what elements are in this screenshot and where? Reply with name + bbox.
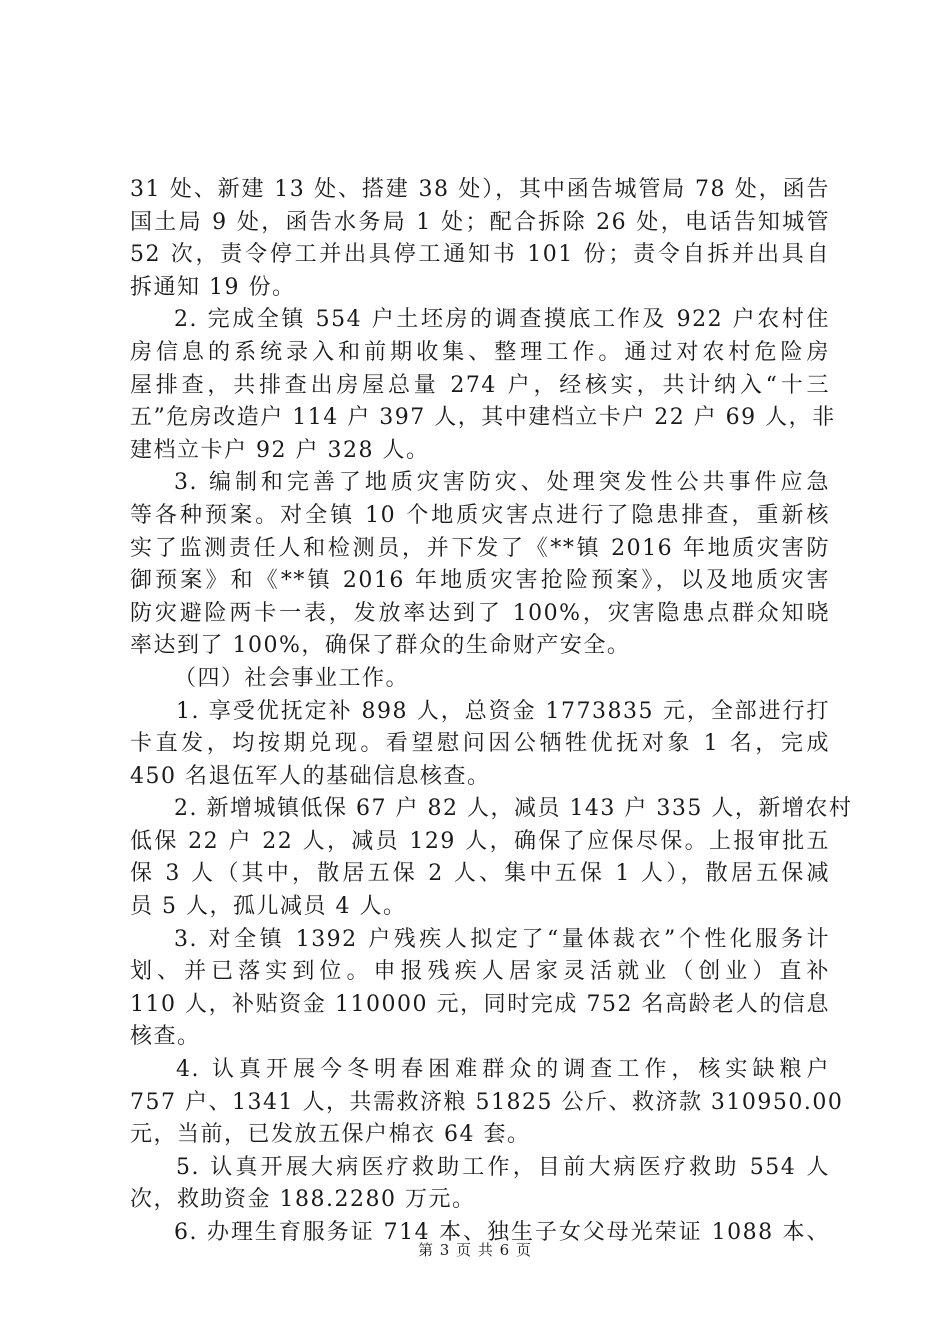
text-line: 御预案》和《**镇 2016 年地质灾害抢险预案》，以及地质灾害	[130, 568, 830, 594]
text-line: 6. 办理生育服务证 714 本、独生子女父母光荣证 1088 本、	[174, 1220, 830, 1245]
body-text	[130, 174, 853, 1250]
text-line: 元，当前，已发放五保户棉衣 64 套。	[130, 1122, 531, 1148]
text-line: 3. 对全镇 1392 户残疾人拟定了“量体裁衣”个性化服务计	[174, 926, 830, 952]
text-line: 2. 新增城镇低保 67 户 82 人，减员 143 户 335 人，新增农村	[174, 796, 853, 822]
text-line: 保 3 人（其中，散居五保 2 人、集中五保 1 人），散居五保减	[130, 861, 830, 887]
text-line: 2. 完成全镇 554 户土坯房的调查摸底工作及 922 户农村住	[174, 307, 830, 333]
text-line: 5. 认真开展大病医疗救助工作，目前大病医疗救助 554 人	[176, 1154, 830, 1180]
text-line: 4. 认真开展今冬明春困难群众的调查工作，核实缺粮户	[176, 1057, 830, 1083]
text-line: 防灾避险两卡一表，发放率达到了 100%，灾害隐患点群众知晓	[130, 600, 830, 626]
text-line: 次，救助资金 188.2280 万元。	[130, 1187, 476, 1213]
text-line: 110 人，补贴资金 110000 元，同时完成 752 名高龄老人的信息	[130, 991, 830, 1017]
text-line: 1. 享受优抚定补 898 人，总资金 1773835 元，全部进行打	[176, 698, 830, 724]
text-line: 建档立卡户 92 户 328 人。	[130, 437, 430, 463]
text-line: 450 名退伍军人的基础信息核查。	[130, 763, 491, 789]
text-line: 核查。	[130, 1024, 201, 1050]
text-line: 国土局 9 处，函告水务局 1 处；配合拆除 26 处，电话告知城管	[130, 209, 830, 235]
text-line: 房信息的系统录入和前期收集、整理工作。通过对农村危险房	[130, 339, 830, 365]
page-footer: 第 3 页 共 6 页	[418, 1241, 532, 1259]
text-line: 低保 22 户 22 人，减员 129 人，确保了应保尽保。上报审批五	[130, 828, 830, 854]
text-line: 率达到了 100%，确保了群众的生命财产安全。	[130, 633, 631, 659]
text-line: 31 处、新建 13 处、搭建 38 处），其中函告城管局 78 处，函告	[130, 177, 830, 202]
text-line: 划、并已落实到位。申报残疾人居家灵活就业（创业）直补	[130, 959, 830, 985]
text-line: 拆通知 19 份。	[130, 274, 296, 300]
text-line: 52 次，责令停工并出具停工通知书 101 份；责令自拆并出具自	[130, 242, 830, 268]
text-line: 实了监测责任人和检测员，并下发了《**镇 2016 年地质灾害防	[130, 535, 830, 561]
text-line: 屋排查，共排查出房屋总量 274 户，经核实，共计纳入“十三	[130, 372, 830, 398]
section-heading: （四）社会事业工作。	[174, 665, 410, 691]
text-line: 卡直发，均按期兑现。看望慰问因公牺牲优抚对象 1 名，完成	[130, 731, 830, 757]
text-line: 等各种预案。对全镇 10 个地质灾害点进行了隐患排查，重新核	[130, 502, 830, 528]
text-line: 757 户、1341 人，共需救济粮 51825 公斤、救济款 310950.00	[130, 1089, 844, 1115]
text-line: 员 5 人，孤儿减员 4 人。	[130, 894, 407, 920]
text-line: 3. 编制和完善了地质灾害防灾、处理突发性公共事件应急	[174, 470, 830, 496]
text-line: 五”危房改造户 114 户 397 人，其中建档立卡户 22 户 69 人，非	[130, 405, 836, 431]
